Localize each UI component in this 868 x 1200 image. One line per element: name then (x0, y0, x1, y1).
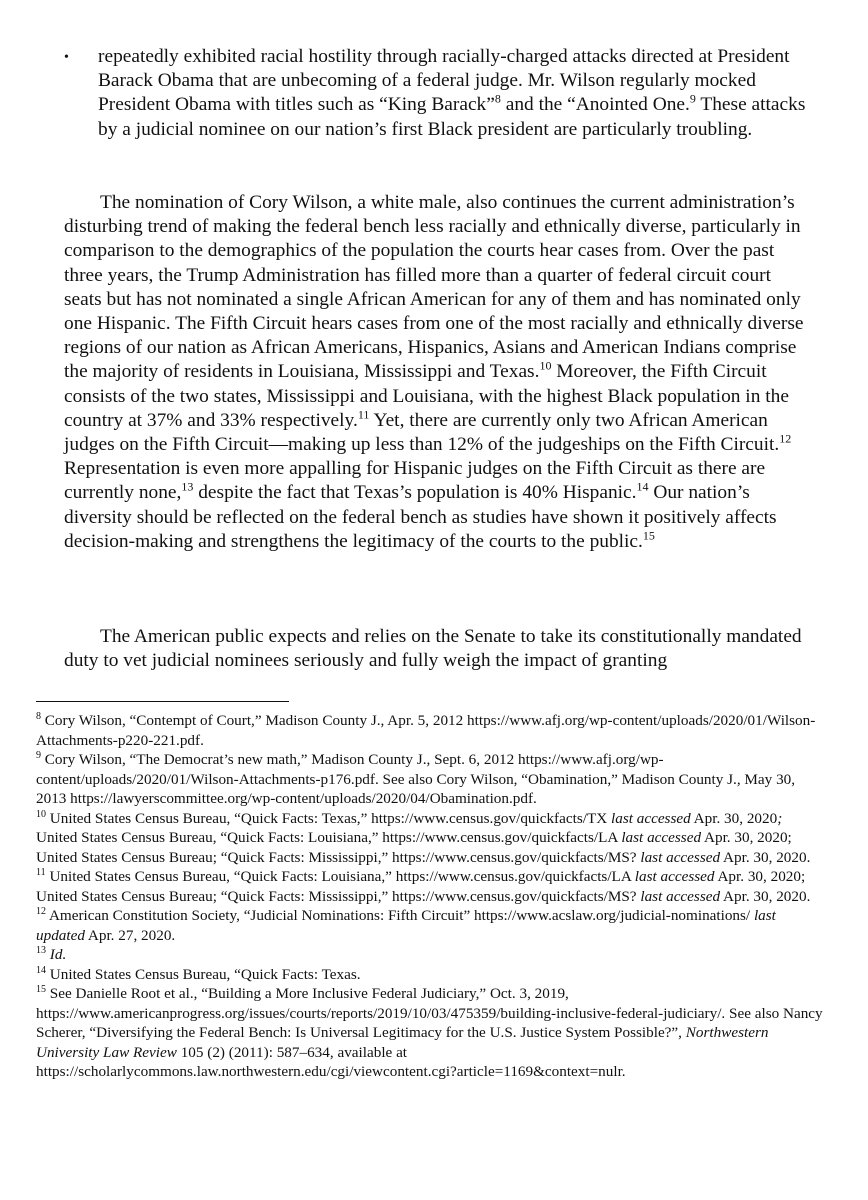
text-segment: Yet, there are currently only two African American judges on the Fifth Circuit—making up less than 12% of the judgeships on the Fifth Circuit. (64, 409, 780, 456)
footnote-15 (36, 984, 826, 1082)
footnote-text: See Danielle Root et al., “Building a More Inclusive Federal Judiciary,” Oct. 3, 2019, https://www.americanprogress.org/issues/courts/reports/2019/10/03/475359/building-inclusive-federal-judiciary/. See also Nancy Scherer, “Diversifying the Federal Bench: Is Universal Legitimacy for the U.S. Justice System Possible?”, (36, 985, 823, 1041)
footnote-14 (36, 965, 826, 985)
footnote-number: 13 (36, 944, 46, 956)
footnote-text: Apr. 30, 2020; United States Census Bureau; “Quick Facts: Mississippi,” https://www.census.gov/quickfacts/MS? (36, 829, 792, 866)
text-segment: The nomination of Cory Wilson, a white male, also continues the current administration’s disturbing trend of making the federal bench less racially and ethnically diverse, particularly in comparison to the demographics of the population the courts hear cases from. Over the past three years, the Trump Administration has filled more than a quarter of federal circuit court seats but has not nominated a single African American for any of them and has nominated only one Hispanic. The Fifth Circuit hears cases from one of the most racially and ethnically diverse regions of our nation as African Americans, Hispanics, Asians and American Indians comprise the majority of residents in Louisiana, Mississippi and Texas. (64, 192, 804, 383)
footnote-ref[interactable]: 14 (636, 479, 649, 494)
footnote-italic: last accessed (640, 848, 721, 866)
text-segment: These attacks by a judicial nominee on our nation’s first Black president are particularly troubling. (98, 94, 806, 140)
footnote-ref[interactable]: 15 (642, 528, 655, 543)
footnote-number: 8 (36, 710, 41, 722)
footnote-text: Cory Wilson, “The Democrat’s new math,” Madison County J., Sept. 6, 2012 https://www.afj.org/wp-content/uploads/2020/01/Wilson-Attachments-p176.pdf. See also Cory Wilson, “Obamination,” Madison County J., May 30, 2013 https://lawyerscommittee.org/wp-content/uploads/2020/04/Obamination.pdf. (36, 751, 796, 807)
bullet-text (98, 45, 806, 142)
footnote-italic: Id. (46, 946, 67, 963)
footnote-text: United States Census Bureau, “Quick Facts: Texas. (46, 965, 361, 983)
footnote-9 (36, 750, 826, 809)
footnote-ref[interactable]: 9 (689, 91, 696, 106)
footnote-ref[interactable]: 10 (539, 358, 552, 373)
paragraph-senate: The American public expects and relies on the Senate to take its constitutionally mandated duty to vet judicial nominees seriously and fully weigh the impact of granting (64, 626, 802, 672)
footnote-ref[interactable]: 12 (779, 431, 792, 446)
footnote-ref[interactable]: 11 (357, 407, 370, 422)
footnote-number: 11 (36, 866, 46, 878)
footnote-12 (36, 906, 826, 945)
footnote-text: Apr. 30, 2020. (720, 887, 811, 905)
text-segment: Our nation’s diversity should be reflected on the federal bench as studies have shown it positively affects decision-making and strengthens the legitimacy of the courts to the public. (64, 482, 777, 552)
footnote-text: 105 (2) (2011): 587–634, available at https://scholarlycommons.law.northwestern.edu/cgi/viewcontent.cgi?article=1169&context=nulr. (36, 1043, 626, 1080)
bullet-glyph: • (64, 50, 69, 65)
text-segment: repeatedly exhibited racial hostility through racially-charged attacks directed at President Barack Obama that are unbecoming of a federal judge. Mr. Wilson regularly mocked President Obama with titles such as “King Barack” (98, 46, 790, 116)
footnote-text: United States Census Bureau, “Quick Facts: Louisiana,” https://www.census.gov/quickfacts/LA (36, 829, 622, 846)
footnote-text: United States Census Bureau, “Quick Facts: Louisiana,” https://www.census.gov/quickfacts/LA (45, 868, 635, 885)
text-segment: Moreover, the Fifth Circuit consists of the two states, Mississippi and Louisiana, with the highest Black population in the country at 37% and 33% respectively. (64, 361, 789, 431)
footnote-11 (36, 867, 826, 906)
bullet-item (64, 45, 806, 142)
footnote-text: United States Census Bureau, “Quick Facts: Texas,” https://www.census.gov/quickfacts/TX (46, 809, 611, 827)
footnote-number: 9 (36, 749, 41, 761)
text-segment: despite the fact that Texas’s population is 40% Hispanic. (193, 482, 637, 504)
footnote-italic: last accessed (621, 829, 702, 846)
footnote-italic: last accessed (634, 868, 715, 885)
footnote-text: Apr. 30, 2020; United States Census Bureau; “Quick Facts: Mississippi,” https://www.census.gov/quickfacts/MS? (36, 868, 806, 905)
paragraph-diversity (64, 191, 806, 554)
footnote-text: Apr. 30, 2020. (720, 848, 811, 866)
footnote-number: 12 (36, 905, 46, 917)
footnote-italic: last accessed (640, 887, 721, 905)
footnote-divider (36, 701, 289, 702)
footnote-italic: ; (777, 809, 783, 827)
footnotes-section (36, 711, 826, 1082)
footnote-number: 10 (36, 808, 46, 820)
footnote-text: American Constitution Society, “Judicial Nominations: Fifth Circuit” https://www.acslaw.org/judicial-nominations/ (46, 907, 754, 924)
footnote-italic: Northwestern University Law Review (36, 1024, 769, 1061)
footnote-italic: last updated (36, 907, 776, 944)
footnote-number: 15 (36, 983, 46, 995)
footnote-text: Apr. 27, 2020. (84, 926, 176, 944)
footnote-10 (36, 809, 826, 868)
text-segment: and the “Anointed One. (500, 94, 690, 116)
text-segment: Representation is even more appalling for Hispanic judges on the Fifth Circuit as there are currently none, (64, 458, 766, 504)
footnote-ref[interactable]: 13 (181, 479, 194, 494)
footnote-ref[interactable]: 8 (494, 91, 501, 106)
footnote-13 (36, 945, 826, 965)
footnote-number: 14 (36, 964, 46, 976)
footnote-italic: last accessed (611, 809, 691, 827)
footnote-text: Cory Wilson, “Contempt of Court,” Madison County J., Apr. 5, 2012 https://www.afj.org/wp-content/uploads/2020/01/Wilson-Attachments-p220-221.pdf. (36, 712, 816, 749)
footnote-8 (36, 711, 826, 750)
footnote-text: Apr. 30, 2020 (690, 809, 778, 827)
